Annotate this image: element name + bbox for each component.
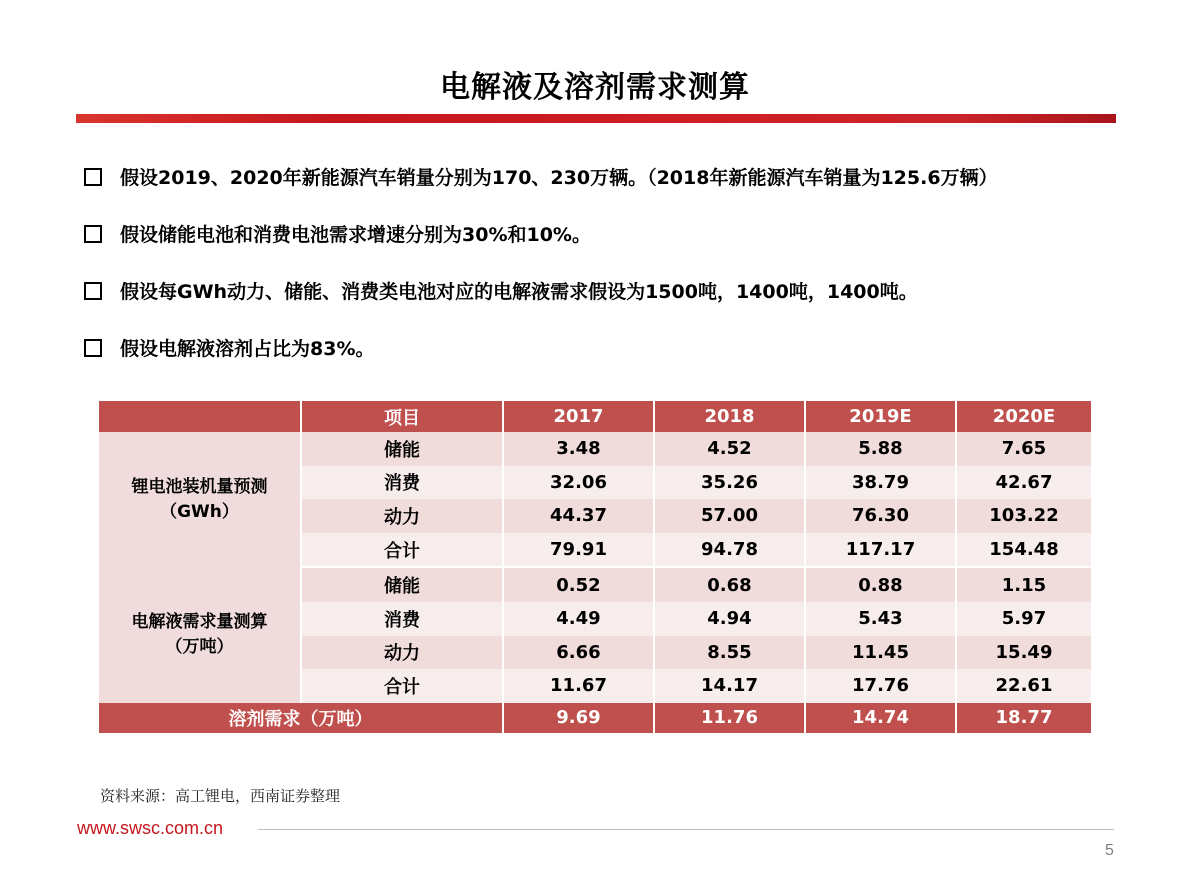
header-item: 项目 — [301, 401, 503, 432]
cell-value: 15.49 — [956, 636, 1091, 670]
assumption-text: 假设2019、2020年新能源汽车销量分别为170、230万辆。（2018年新能源汽车销量为125.6万辆） — [120, 167, 998, 189]
demand-table — [99, 401, 1091, 733]
assumption-list — [84, 160, 1144, 388]
cell-value: 11.67 — [503, 669, 654, 703]
footer-value: 9.69 — [503, 703, 654, 733]
cell-value: 4.49 — [503, 602, 654, 636]
page-title: 电解液及溶剂需求测算 — [440, 70, 750, 105]
row-item: 动力 — [301, 499, 503, 533]
row-item: 合计 — [301, 669, 503, 703]
cell-value: 1.15 — [956, 567, 1091, 602]
checkbox-square-icon — [84, 168, 102, 186]
title-underline-bar — [76, 114, 1116, 123]
footer-label: 溶剂需求（万吨） — [99, 703, 503, 733]
header-year: 2019E — [805, 401, 956, 432]
row-item: 消费 — [301, 466, 503, 500]
cell-value: 0.88 — [805, 567, 956, 602]
footer-value: 11.76 — [654, 703, 805, 733]
row-item: 动力 — [301, 636, 503, 670]
cell-value: 76.30 — [805, 499, 956, 533]
cell-value: 154.48 — [956, 533, 1091, 568]
category-label: 锂电池装机量预测 — [131, 476, 268, 497]
row-item: 合计 — [301, 533, 503, 568]
table-row — [99, 432, 1091, 466]
footer-value: 18.77 — [956, 703, 1091, 733]
cell-value: 32.06 — [503, 466, 654, 500]
cell-value: 5.43 — [805, 602, 956, 636]
cell-value: 5.97 — [956, 602, 1091, 636]
cell-value: 0.68 — [654, 567, 805, 602]
cell-value: 6.66 — [503, 636, 654, 670]
header-year: 2017 — [503, 401, 654, 432]
footer-value: 14.74 — [805, 703, 956, 733]
row-item: 储能 — [301, 432, 503, 466]
assumption-text: 假设电解液溶剂占比为83%。 — [120, 338, 375, 360]
category-label: 电解液需求量测算 — [131, 612, 268, 633]
cell-value: 0.52 — [503, 567, 654, 602]
cell-value: 42.67 — [956, 466, 1091, 500]
category-unit: （万吨） — [165, 637, 234, 658]
cell-value: 5.88 — [805, 432, 956, 466]
cell-value: 4.52 — [654, 432, 805, 466]
cell-value: 3.48 — [503, 432, 654, 466]
cell-value: 103.22 — [956, 499, 1091, 533]
cell-value: 38.79 — [805, 466, 956, 500]
table-row — [99, 567, 1091, 602]
category-unit: （GWh） — [160, 501, 239, 522]
cell-value: 35.26 — [654, 466, 805, 500]
checkbox-square-icon — [84, 339, 102, 357]
cell-value: 8.55 — [654, 636, 805, 670]
assumption-text: 假设储能电池和消费电池需求增速分别为30%和10%。 — [120, 224, 591, 246]
cell-value: 17.76 — [805, 669, 956, 703]
assumption-item — [84, 217, 1144, 274]
row-item: 消费 — [301, 602, 503, 636]
footer-divider — [258, 829, 1114, 830]
cell-value: 117.17 — [805, 533, 956, 568]
category-cell — [99, 567, 301, 702]
cell-value: 94.78 — [654, 533, 805, 568]
table-footer-row — [99, 703, 1091, 733]
cell-value: 4.94 — [654, 602, 805, 636]
assumption-item — [84, 331, 1144, 388]
assumption-item — [84, 160, 1144, 217]
assumption-text: 假设每GWh动力、储能、消费类电池对应的电解液需求假设为1500吨，1400吨，1400吨。 — [120, 281, 918, 303]
cell-value: 79.91 — [503, 533, 654, 568]
checkbox-square-icon — [84, 282, 102, 300]
assumption-item — [84, 274, 1144, 331]
header-year: 2018 — [654, 401, 805, 432]
table-header-row — [99, 401, 1091, 432]
cell-value: 14.17 — [654, 669, 805, 703]
checkbox-square-icon — [84, 225, 102, 243]
cell-value: 22.61 — [956, 669, 1091, 703]
cell-value: 11.45 — [805, 636, 956, 670]
cell-value: 7.65 — [956, 432, 1091, 466]
row-item: 储能 — [301, 567, 503, 602]
cell-value: 57.00 — [654, 499, 805, 533]
header-blank-cell — [99, 401, 301, 432]
cell-value: 44.37 — [503, 499, 654, 533]
website-link[interactable]: www.swsc.com.cn — [77, 818, 224, 838]
page-number: 5 — [1105, 842, 1114, 859]
source-note: 资料来源：高工锂电，西南证券整理 — [100, 787, 341, 805]
header-year: 2020E — [956, 401, 1091, 432]
category-cell — [99, 432, 301, 567]
